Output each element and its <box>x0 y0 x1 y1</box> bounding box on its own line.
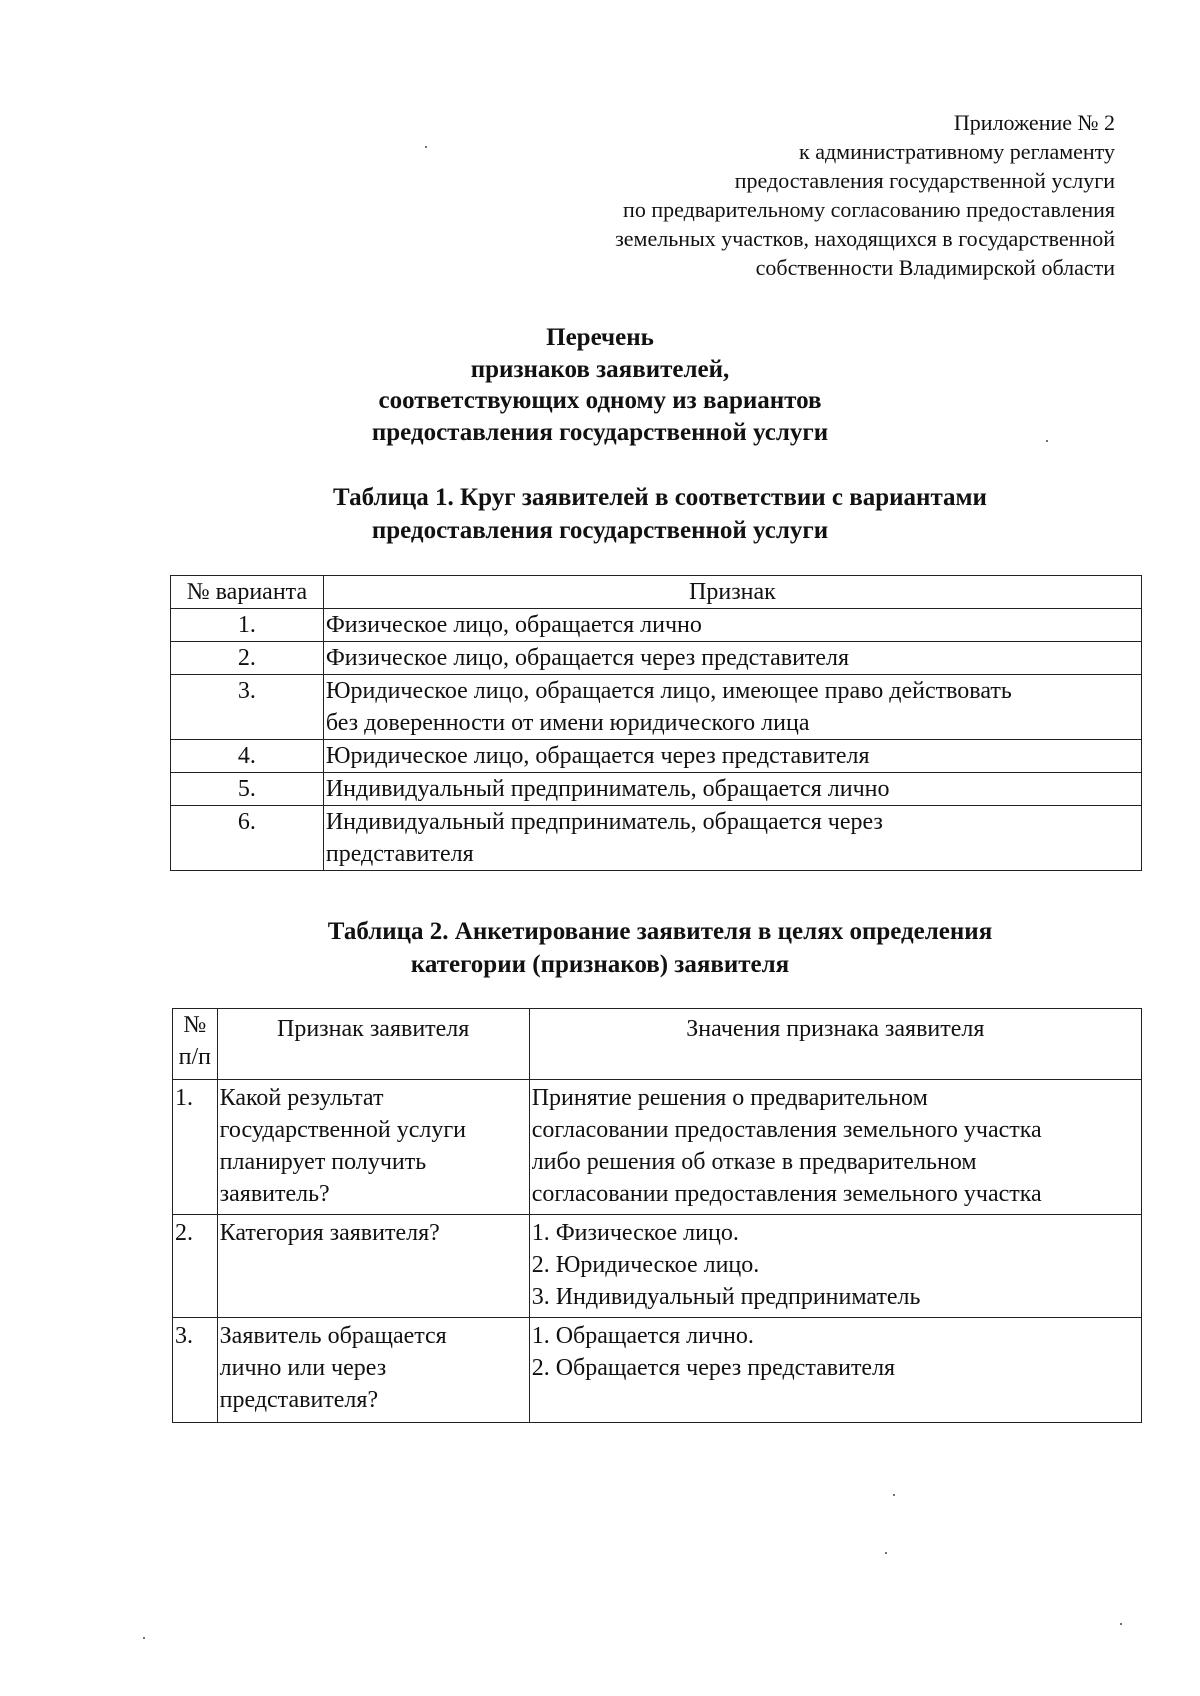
sign-values <box>529 1080 1141 1215</box>
caption-line: категории (признаков) заявителя <box>410 951 790 978</box>
table-row <box>171 609 1142 642</box>
cell-line: согласовании предоставления земельного участка <box>531 1117 1042 1143</box>
row-number: 3. <box>173 1318 218 1423</box>
variant-sign <box>323 642 1141 675</box>
row-number: 2. <box>173 1215 218 1318</box>
variant-number: 6. <box>171 806 324 871</box>
applicant-sign <box>217 1080 529 1215</box>
cell-line: без доверенности от имени юридического лица <box>325 710 810 736</box>
header-row-number <box>173 1009 218 1080</box>
cell-line: планирует получить <box>219 1149 427 1175</box>
title-line: признаков заявителей, <box>470 355 730 383</box>
header-applicant-sign: Признак заявителя <box>217 1009 529 1080</box>
cell-line: согласовании предоставления земельного участка <box>531 1181 1042 1207</box>
header-line: п/п <box>178 1044 211 1070</box>
title-line: предоставления государственной услуги <box>371 418 829 446</box>
cell-line: Юридическое лицо, обращается через представителя <box>325 743 870 769</box>
appendix-line: Приложение № 2 <box>953 110 1115 135</box>
table-row <box>171 740 1142 773</box>
scan-speck <box>425 146 427 148</box>
header-line: № <box>183 1012 207 1038</box>
table-row <box>171 642 1142 675</box>
header-variant-number: № варианта <box>171 576 324 609</box>
cell-line: Категория заявителя? <box>219 1220 440 1246</box>
variant-number: 1. <box>171 609 324 642</box>
cell-line: Индивидуальный предприниматель, обращается через <box>325 809 883 835</box>
scan-speck <box>885 1552 887 1554</box>
table-header-row <box>171 576 1142 609</box>
variant-number: 4. <box>171 740 324 773</box>
variant-number: 3. <box>171 675 324 740</box>
cell-line: заявитель? <box>219 1181 330 1207</box>
variant-sign <box>323 609 1141 642</box>
table-row <box>171 806 1142 871</box>
appendix-line: по предварительному согласованию предоставления <box>623 197 1115 222</box>
cell-line: 2. Обращается через представителя <box>531 1355 896 1381</box>
cell-line: 3. Индивидуальный предприниматель <box>531 1284 921 1310</box>
table-row <box>171 773 1142 806</box>
header-sign: Признак <box>323 576 1141 609</box>
title-line: соответствующих одному из вариантов <box>378 387 822 414</box>
cell-line: Заявитель обращается <box>219 1323 447 1349</box>
table-header-row <box>173 1009 1142 1080</box>
cell-line: государственной услуги <box>219 1117 467 1143</box>
sign-values <box>529 1215 1141 1318</box>
scan-speck <box>1046 440 1048 442</box>
table-row <box>173 1318 1142 1423</box>
cell-line: Физическое лицо, обращается через представителя <box>325 645 850 671</box>
caption-line: Таблица 2. Анкетирование заявителя в целях определения <box>327 918 993 945</box>
appendix-line: собственности Владимирской области <box>755 255 1115 280</box>
cell-line: 1. Обращается лично. <box>531 1323 754 1349</box>
cell-line: либо решения об отказе в предварительном <box>531 1149 977 1175</box>
table-row <box>171 675 1142 740</box>
cell-line: представителя? <box>219 1387 379 1413</box>
cell-line: Физическое лицо, обращается лично <box>325 612 702 638</box>
variant-number: 5. <box>171 773 324 806</box>
table-row <box>173 1215 1142 1318</box>
appendix-line: земельных участков, находящихся в государственной <box>615 226 1115 251</box>
cell-line: лично или через <box>219 1355 387 1381</box>
appendix-line: к административному регламенту <box>799 139 1115 164</box>
cell-line: Индивидуальный предприниматель, обращается лично <box>325 776 890 802</box>
header-sign-values: Значения признака заявителя <box>529 1009 1141 1080</box>
cell-line: 1. Физическое лицо. <box>531 1220 739 1246</box>
applicant-questionnaire-table <box>172 1008 1142 1423</box>
variant-sign <box>323 675 1141 740</box>
table2-caption <box>0 915 1200 981</box>
cell-line: Принятие решения о предварительном <box>531 1085 928 1111</box>
document-title <box>0 322 1200 448</box>
scan-speck <box>143 1637 145 1639</box>
scan-speck <box>1120 1623 1122 1625</box>
applicant-variants-table <box>170 575 1142 871</box>
cell-line: Какой результат <box>219 1085 384 1111</box>
appendix-header <box>415 108 1115 282</box>
sign-values <box>529 1318 1141 1423</box>
table-row <box>173 1080 1142 1215</box>
cell-line: 2. Юридическое лицо. <box>531 1252 760 1278</box>
caption-line: Таблица 1. Круг заявителей в соответствии с вариантами <box>333 484 987 511</box>
variant-number: 2. <box>171 642 324 675</box>
scan-speck <box>893 1494 895 1496</box>
cell-line: Юридическое лицо, обращается лицо, имеющее право действовать <box>325 678 1012 704</box>
variant-sign <box>323 740 1141 773</box>
variant-sign <box>323 806 1141 871</box>
caption-line: предоставления государственной услуги <box>371 517 829 544</box>
applicant-sign <box>217 1215 529 1318</box>
applicant-sign <box>217 1318 529 1423</box>
title-line: Перечень <box>546 324 654 351</box>
variant-sign <box>323 773 1141 806</box>
row-number: 1. <box>173 1080 218 1215</box>
appendix-line: предоставления государственной услуги <box>734 168 1115 193</box>
cell-line: представителя <box>325 841 474 867</box>
table1-caption <box>0 481 1200 547</box>
